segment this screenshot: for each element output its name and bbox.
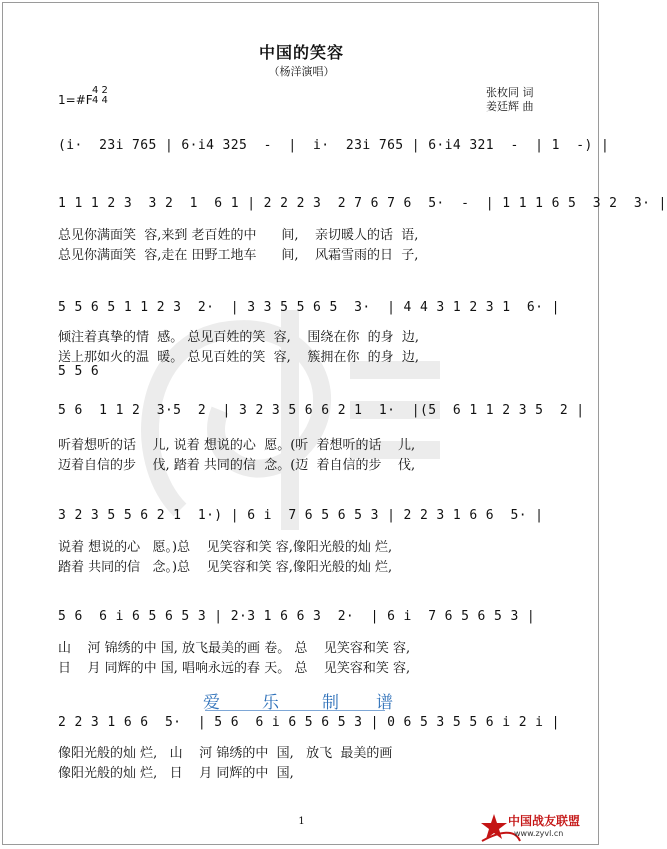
site-url: www.zyvl.cn — [514, 829, 564, 838]
lyric-line-11: 像阳光般的灿 烂, 山 河 锦绣的中 国, 放飞 最美的画 — [58, 746, 393, 761]
lyricist-credit: 张枚同 词 — [486, 86, 534, 99]
studio-char: 乐 — [262, 693, 279, 713]
studio-underline — [205, 710, 385, 711]
score-line-2: 1 1 1 2 3 3 2 1 6 1 | 2 2 2 3 2 7 6 7 6 5· - | 1 1 1 6 5 3 2 3· | — [58, 196, 667, 211]
time-signature — [92, 86, 108, 106]
lyric-line-2: 总见你满面笑 容,走在 田野工地车 间, 风霜雪雨的日 子, — [58, 248, 419, 263]
studio-char: 制 — [322, 693, 339, 713]
time-signature-bottom: 4 4 — [92, 95, 108, 106]
lyric-line-7: 说着 想说的心 愿。)总 见笑容和笑 容,像阳光般的灿 烂, — [58, 540, 393, 555]
lyric-line-9: 山 河 锦绣的中 国, 放飞最美的画 卷。 总 见笑容和笑 容, — [58, 641, 411, 656]
score-line-5: 5 6 1 1 2 3·5 2 | 3 2 3 5 6 6 2 1 1· |(5 6 1 1 2 3 5 2 | — [58, 403, 585, 418]
lyric-line-12: 像阳光般的灿 烂, 日 月 同辉的中 国, — [58, 766, 294, 781]
score-line-3: 5 5 6 5 1 1 2 3 2· | 3 3 5 5 6 5 3· | 4 4 3 1 2 3 1 6· | — [58, 300, 560, 315]
composer-credit: 姜廷辉 曲 — [486, 100, 534, 113]
lyric-line-4: 送上那如火的温 暖。 总见百姓的笑 容, 簇拥在你 的身 边, — [58, 350, 419, 365]
performer-note: （杨洋演唱） — [268, 65, 335, 78]
lyric-line-8: 踏着 共同的信 念。)总 见笑容和笑 容,像阳光般的灿 烂, — [58, 560, 393, 575]
lyric-line-6: 迈着自信的步 伐, 踏着 共同的信 念。(迈 着自信的步 伐, — [58, 458, 416, 473]
page-number: 1 — [298, 816, 305, 827]
lyric-line-3: 倾注着真挚的情 感。 总见百姓的笑 容, 围绕在你 的身 边, — [58, 330, 419, 345]
lyric-line-5: 听着想听的话 儿, 说着 想说的心 愿。(听 着想听的话 儿, — [58, 438, 416, 453]
score-line-7: 5 6 6 i 6 5 6 5 3 | 2·3 1 6 6 3 2· | 6 i 7 6 5 6 5 3 | — [58, 609, 536, 624]
lyric-line-10: 日 月 同辉的中 国, 唱响永远的春 天。 总 见笑容和笑 容, — [58, 661, 411, 676]
score-line-8: 2 2 3 1 6 6 5· | 5 6 6 i 6 5 6 5 3 | 0 6 5 3 5 5 6 i 2 i | — [58, 715, 560, 730]
score-line-4: 5 5 6 — [58, 364, 100, 379]
score-line-6: 3 2 3 5 5 6 2 1 1·) | 6 i 7 6 5 6 5 3 | 2 2 3 1 6 6 5· | — [58, 508, 544, 523]
score-line-1: (i· 23i 765 | 6·i4 325 - | i· 23i 765 | 6·i4 321 - | 1 -) | — [58, 138, 610, 153]
studio-char: 谱 — [376, 693, 393, 713]
lyric-line-1: 总见你满面笑 容,来到 老百姓的中 间, 亲切暖人的话 语, — [58, 228, 419, 243]
studio-char: 爱 — [203, 693, 220, 713]
site-name: 中国战友联盟 — [508, 814, 581, 828]
time-signature-top: 4 2 — [92, 85, 108, 96]
song-title: 中国的笑容 — [258, 43, 344, 62]
key-signature: 1=#F — [58, 93, 93, 107]
